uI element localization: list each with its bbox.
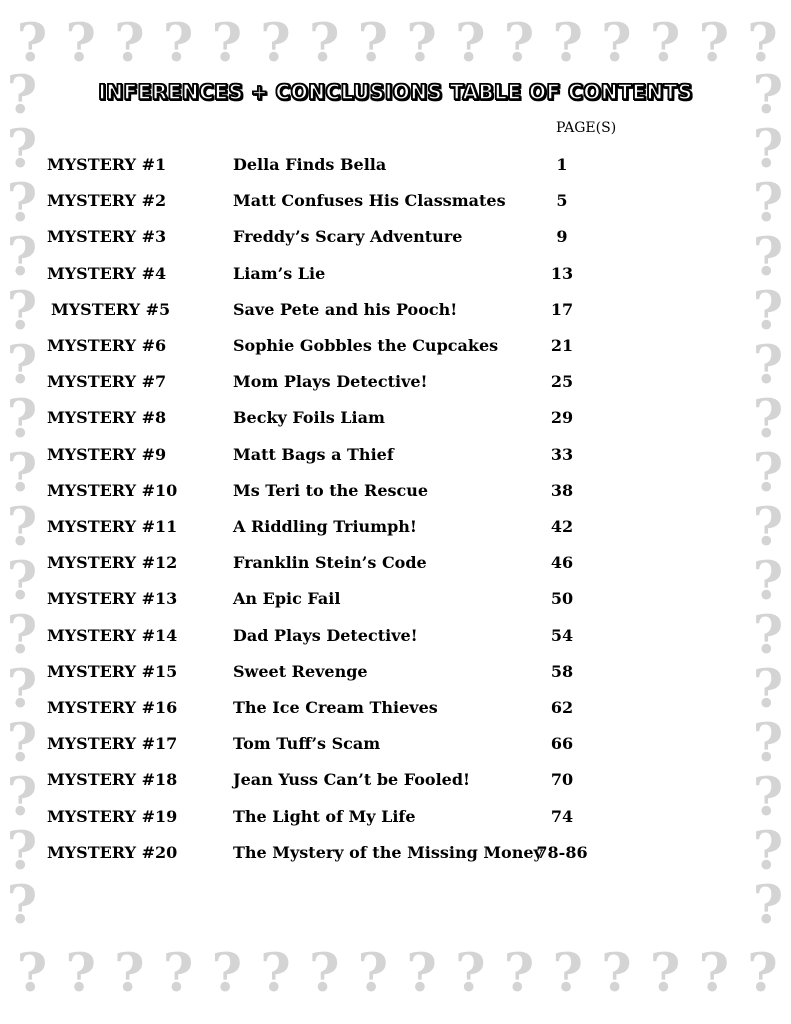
toc-row — [0, 517, 791, 541]
page-number: 62 — [550, 698, 574, 717]
story-title: A Riddling Triumph! — [233, 517, 417, 536]
toc-row — [0, 807, 791, 831]
story-title: Tom Tuff’s Scam — [233, 734, 381, 754]
toc-row — [0, 734, 791, 758]
mystery-number: MYSTERY #14 — [47, 625, 178, 645]
question-mark-icon: ? — [752, 119, 784, 180]
page-number: 46 — [550, 553, 574, 573]
page-number: 9 — [556, 227, 568, 247]
question-mark-icon: ? — [752, 443, 784, 504]
story-title: Matt Confuses His Classmates — [233, 191, 506, 211]
question-mark-icon: ? — [503, 13, 535, 74]
story-title: Jean Yuss Can’t be Fooled! — [233, 770, 471, 790]
question-mark-icon: ? — [406, 13, 437, 74]
question-mark-icon: ? — [747, 13, 778, 74]
question-mark-icon: ? — [601, 13, 632, 74]
question-mark-icon: ? — [65, 943, 96, 1004]
mystery-number: MYSTERY #20 — [47, 842, 178, 862]
question-mark-icon: ? — [752, 605, 784, 666]
toc-row — [0, 770, 791, 794]
question-mark-icon: ? — [162, 13, 194, 74]
story-title: Mom Plays Detective! — [233, 372, 428, 392]
question-mark-icon: ? — [308, 943, 340, 1004]
pages-column-header: PAGE(S) — [556, 120, 617, 136]
toc-row — [0, 481, 791, 505]
question-mark-icon: ? — [752, 551, 784, 612]
question-mark-icon: ? — [503, 943, 535, 1004]
question-mark-icon: ? — [16, 943, 48, 1004]
mystery-number: MYSTERY #3 — [47, 227, 167, 247]
question-mark-icon: ? — [601, 943, 632, 1004]
question-mark-icon: ? — [698, 13, 730, 74]
question-mark-icon: ? — [6, 335, 38, 396]
story-title: Sophie Gobbles the Cupcakes — [233, 336, 499, 355]
mystery-number: MYSTERY #6 — [47, 336, 167, 355]
question-mark-icon: ? — [6, 389, 38, 450]
story-title: An Epic Fail — [233, 589, 341, 609]
page-number: 74 — [550, 806, 574, 826]
question-mark-icon: ? — [752, 659, 784, 720]
story-title: The Light of My Life — [233, 806, 416, 826]
page-number: 78-86 — [536, 842, 588, 862]
story-title: Dad Plays Detective! — [233, 625, 418, 645]
question-mark-icon: ? — [752, 281, 784, 342]
page-number: 13 — [550, 263, 574, 283]
mystery-number: MYSTERY #7 — [47, 372, 167, 392]
question-mark-icon: ? — [6, 821, 38, 882]
page-number: 58 — [550, 661, 574, 681]
question-mark-icon: ? — [211, 943, 243, 1004]
toc-row — [0, 626, 791, 650]
mystery-number: MYSTERY #15 — [47, 661, 178, 681]
question-mark-icon: ? — [357, 943, 389, 1004]
question-mark-icon: ? — [747, 943, 778, 1004]
question-mark-icon: ? — [6, 227, 38, 288]
mystery-number: MYSTERY #12 — [47, 553, 178, 573]
question-mark-icon: ? — [698, 943, 730, 1004]
page-number: 66 — [550, 734, 574, 754]
question-mark-icon: ? — [260, 13, 291, 74]
question-mark-icon: ? — [114, 943, 145, 1004]
mystery-number: MYSTERY #5 — [51, 299, 171, 319]
page-number: 70 — [550, 770, 574, 790]
question-mark-icon: ? — [455, 943, 486, 1004]
mystery-number: MYSTERY #8 — [47, 408, 167, 428]
page-number: 54 — [550, 625, 574, 645]
question-mark-icon: ? — [114, 13, 145, 74]
question-mark-icon: ? — [6, 497, 38, 558]
question-mark-icon: ? — [6, 281, 38, 342]
question-mark-icon: ? — [6, 173, 38, 234]
question-mark-icon: ? — [552, 13, 583, 74]
question-mark-icon: ? — [649, 943, 681, 1004]
question-mark-icon: ? — [211, 13, 243, 74]
question-mark-icon: ? — [65, 13, 96, 74]
question-mark-icon: ? — [752, 227, 784, 288]
page-number: 17 — [550, 299, 574, 319]
question-mark-icon: ? — [357, 13, 389, 74]
page-number: 21 — [550, 336, 574, 355]
toc-row — [0, 300, 791, 324]
page-number: 25 — [550, 372, 574, 392]
question-mark-icon: ? — [752, 65, 784, 126]
mystery-number: MYSTERY #9 — [47, 444, 167, 464]
toc-row — [0, 589, 791, 613]
story-title: Freddy’s Scary Adventure — [233, 227, 463, 247]
mystery-number: MYSTERY #2 — [47, 191, 167, 211]
toc-row — [0, 191, 791, 215]
toc-row — [0, 553, 791, 577]
story-title: Sweet Revenge — [233, 661, 368, 681]
toc-row — [0, 445, 791, 469]
question-mark-icon: ? — [552, 943, 583, 1004]
mystery-number: MYSTERY #11 — [47, 517, 178, 536]
question-mark-icon: ? — [752, 767, 784, 828]
page-number: 33 — [550, 444, 574, 464]
question-mark-icon: ? — [649, 13, 681, 74]
story-title: Della Finds Bella — [233, 155, 387, 174]
page-number: 42 — [550, 517, 574, 536]
toc-row — [0, 372, 791, 396]
toc-row — [0, 264, 791, 288]
question-mark-icon: ? — [162, 943, 194, 1004]
toc-row — [0, 155, 791, 179]
question-mark-icon: ? — [6, 875, 38, 936]
mystery-number: MYSTERY #1 — [47, 155, 167, 174]
question-mark-icon: ? — [752, 335, 784, 396]
story-title: Franklin Stein’s Code — [233, 553, 427, 573]
story-title: Liam’s Lie — [233, 263, 326, 283]
page-title: INFERENCES + CONCLUSIONS TABLE OF CONTENTS — [98, 80, 693, 104]
question-mark-icon: ? — [6, 119, 38, 180]
story-title: Ms Teri to the Rescue — [233, 480, 429, 500]
mystery-number: MYSTERY #16 — [47, 698, 178, 717]
question-mark-icon: ? — [16, 13, 48, 74]
question-mark-icon: ? — [752, 875, 784, 936]
mystery-number: MYSTERY #4 — [47, 263, 167, 283]
mystery-number: MYSTERY #19 — [47, 806, 178, 826]
question-mark-icon: ? — [752, 497, 784, 558]
toc-row — [0, 408, 791, 432]
page-number: 50 — [550, 589, 574, 609]
story-title: The Ice Cream Thieves — [233, 698, 438, 717]
story-title: Matt Bags a Thief — [233, 444, 394, 464]
question-mark-icon: ? — [6, 605, 38, 666]
question-mark-icon: ? — [308, 13, 340, 74]
question-mark-icon: ? — [455, 13, 486, 74]
story-title: Save Pete and his Pooch! — [233, 299, 458, 319]
story-title: Becky Foils Liam — [233, 408, 385, 428]
question-mark-icon: ? — [6, 443, 38, 504]
toc-row — [0, 227, 791, 251]
toc-row — [0, 662, 791, 686]
mystery-number: MYSTERY #13 — [47, 589, 178, 609]
question-mark-icon: ? — [6, 713, 38, 774]
mystery-number: MYSTERY #17 — [47, 734, 178, 754]
story-title: The Mystery of the Missing Money — [233, 842, 543, 862]
question-mark-icon: ? — [260, 943, 291, 1004]
page-number: 1 — [556, 155, 568, 174]
title-banner — [0, 80, 791, 104]
question-mark-icon: ? — [752, 173, 784, 234]
page-number: 38 — [550, 480, 574, 500]
question-mark-icon: ? — [6, 767, 38, 828]
question-mark-icon: ? — [752, 389, 784, 450]
question-mark-icon: ? — [6, 659, 38, 720]
mystery-number: MYSTERY #10 — [47, 480, 178, 500]
toc-row — [0, 698, 791, 722]
question-mark-icon: ? — [752, 821, 784, 882]
toc-row — [0, 843, 791, 867]
page-number: 29 — [550, 408, 574, 428]
question-mark-icon: ? — [752, 713, 784, 774]
page-number: 5 — [556, 191, 568, 211]
question-mark-icon: ? — [406, 943, 437, 1004]
mystery-number: MYSTERY #18 — [47, 770, 178, 790]
question-mark-icon: ? — [6, 65, 38, 126]
toc-row — [0, 336, 791, 360]
question-mark-icon: ? — [6, 551, 38, 612]
